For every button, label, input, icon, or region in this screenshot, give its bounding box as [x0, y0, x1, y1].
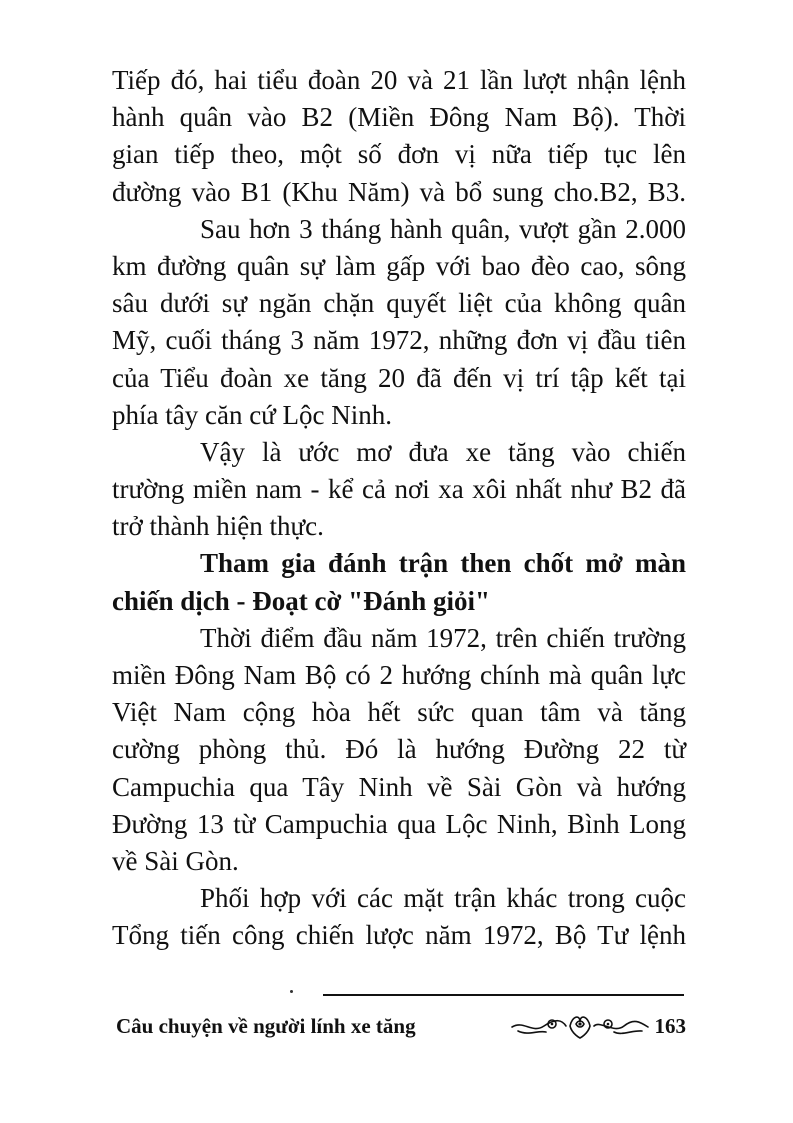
footer-dot [290, 990, 293, 993]
page-number: 163 [654, 1014, 686, 1038]
text-line: miền Đông Nam Bộ có 2 hướng chính mà quân lực [112, 660, 686, 690]
page-footer [116, 1010, 686, 1042]
paragraph-4 [112, 620, 686, 880]
text-line: đường vào B1 (Khu Năm) và bổ sung cho.B2, B3. [112, 176, 686, 207]
text-line: Vậy là ước mơ đưa xe tăng vào chiến [200, 436, 686, 467]
text-line: km đường quân sự làm gấp với bao đèo cao, sông [112, 250, 686, 281]
text-line: của Tiểu đoàn xe tăng 20 đã đến vị trí tập kết tại [112, 362, 686, 393]
text-line: hành quân vào B2 (Miền Đông Nam Bộ). Thời [112, 102, 686, 133]
floral-ornament-icon [510, 1010, 650, 1042]
text-line: gian tiếp theo, một số đơn vị nữa tiếp tục lên [112, 139, 686, 170]
paragraph-1 [112, 62, 686, 211]
text-line: Mỹ, cuối tháng 3 năm 1972, những đơn vị đầu tiên [112, 325, 686, 356]
text-line: cường phòng thủ. Đó là hướng Đường 22 từ [112, 734, 686, 765]
page-body [112, 62, 686, 955]
text-line: Tiếp đó, hai tiểu đoàn 20 và 21 lần lượt nhận lệnh [112, 65, 686, 95]
text-line: Phối hợp với các mặt trận khác trong cuộc [200, 883, 686, 914]
paragraph-5 [112, 880, 686, 954]
text-line: về Sài Gòn. [112, 845, 239, 876]
text-line: trường miền nam - kể cả nơi xa xôi nhất như B2 đã [112, 474, 686, 505]
book-title: Câu chuyện về người lính xe tăng [116, 1014, 416, 1038]
footer-rule [323, 994, 684, 996]
text-line: Đường 13 từ Campuchia qua Lộc Ninh, Bình Long [112, 808, 686, 839]
heading-line: chiến dịch - Đoạt cờ "Đánh giỏi" [112, 585, 490, 616]
text-line: Thời điểm đầu năm 1972, trên chiến trường [200, 622, 686, 653]
text-line: Campuchia qua Tây Ninh về Sài Gòn và hướng [112, 771, 686, 802]
text-line: Việt Nam cộng hòa hết sức quan tâm và tăng [112, 697, 686, 728]
section-heading [112, 545, 686, 619]
text-line: Tổng tiến công chiến lược năm 1972, Bộ Tư lệnh [112, 920, 686, 951]
paragraph-2 [112, 211, 686, 434]
heading-line: Tham gia đánh trận then chốt mở màn [200, 548, 686, 579]
text-line: trở thành hiện thực. [112, 511, 324, 542]
text-line: Sau hơn 3 tháng hành quân, vượt gần 2.000 [200, 213, 686, 244]
paragraph-3 [112, 434, 686, 546]
text-line: sâu dưới sự ngăn chặn quyết liệt của không quân [112, 288, 686, 319]
text-line: phía tây căn cứ Lộc Ninh. [112, 399, 393, 430]
